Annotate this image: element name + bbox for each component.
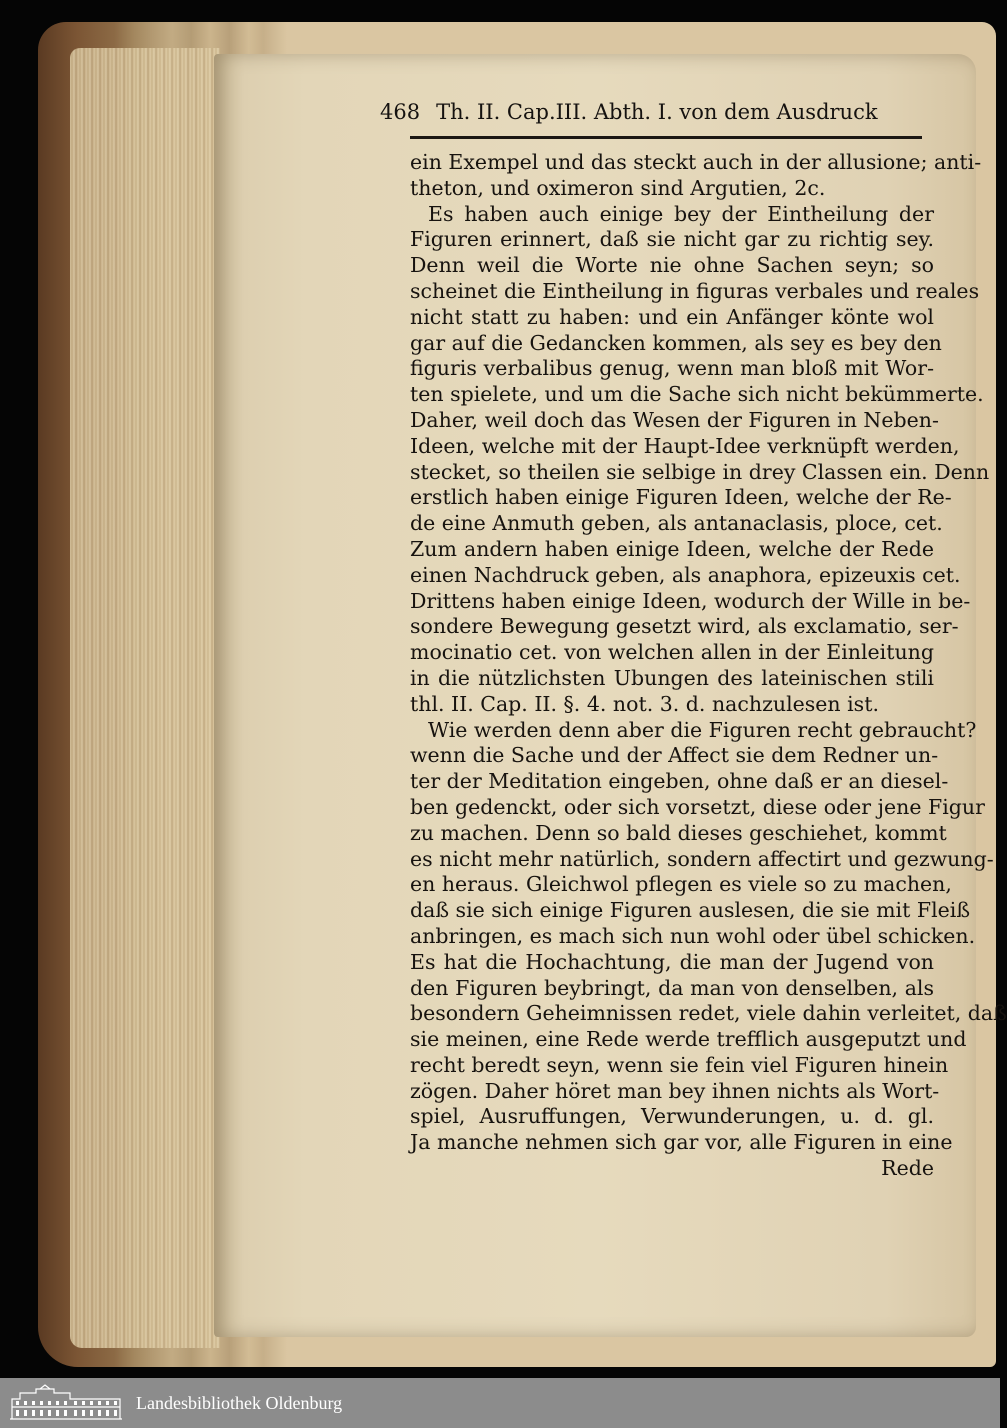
text-line: in die nützlichsten Ubungen des lateinischen stili [410, 665, 934, 690]
text-line: spiel, Ausruffungen, Verwunderungen, u. d. gl. [410, 1104, 934, 1129]
text-line: ben gedenckt, oder sich vorsetzt, diese oder jene Figur [410, 794, 985, 819]
library-building-icon [10, 1385, 122, 1421]
text-line: den Figuren beybringt, da man von denselben, als [410, 975, 934, 1000]
text-line: es nicht mehr natürlich, sondern affectirt und gezwung- [410, 846, 994, 871]
text-line: sie meinen, eine Rede werde trefflich ausgeputzt und [410, 1027, 967, 1052]
header-rule [410, 136, 922, 139]
text-line: Ja manche nehmen sich gar vor, alle Figuren in eine [410, 1130, 953, 1155]
text-line: Es hat die Hochachtung, die man der Jugend von [410, 949, 934, 974]
text-line: Zum andern haben einige Ideen, welche der Rede [410, 536, 934, 561]
text-line: ter der Meditation eingeben, ohne daß er an diesel- [410, 769, 949, 794]
text-line: Wie werden denn aber die Figuren recht gebraucht? [428, 717, 977, 742]
running-title: Th. II. Cap.III. Abth. I. von dem Ausdruck [436, 100, 878, 124]
text-line: Daher, weil doch das Wesen der Figuren in Neben- [410, 407, 939, 432]
text-line: einen Nachdruck geben, als anaphora, epizeuxis cet. [410, 562, 961, 587]
text-line: nicht statt zu haben: und ein Anfänger könte wol [410, 304, 934, 329]
text-line: Es haben auch einige bey der Eintheilung der [428, 201, 934, 226]
page-edges [70, 48, 220, 1348]
text-line: thl. II. Cap. II. §. 4. not. 3. d. nachzulesen ist. [410, 691, 879, 716]
text-line: Drittens haben einige Ideen, wodurch der Wille in be- [410, 588, 971, 613]
text-line: wenn die Sache und der Affect sie dem Redner un- [410, 743, 939, 768]
footer-bar [0, 1378, 1000, 1428]
text-line: stecket, so theilen sie selbige in drey Classen ein. Denn [410, 459, 990, 484]
text-line: Denn weil die Worte nie ohne Sachen seyn; so [410, 253, 934, 278]
text-line: en heraus. Gleichwol pflegen es viele so zu machen, [410, 872, 952, 897]
text-line: de eine Anmuth geben, als antanaclasis, ploce, cet. [410, 511, 943, 536]
text-line: figuris verbalibus genug, wenn man bloß mit Wor- [410, 356, 934, 381]
text-line: recht beredt seyn, wenn sie fein viel Figuren hinein [410, 1052, 949, 1077]
text-line: anbringen, es mach sich nun wohl oder übel schicken. [410, 923, 976, 948]
text-line: sondere Bewegung gesetzt wird, als exclamatio, ser- [410, 614, 959, 639]
text-line: zögen. Daher höret man bey ihnen nichts als Wort- [410, 1078, 940, 1103]
text-line: mocinatio cet. von welchen allen in der Einleitung [410, 640, 934, 665]
text-line: scheinet die Eintheilung in figuras verbales und reales [410, 278, 980, 303]
page-number: 468 [380, 100, 421, 124]
text-line: erstlich haben einige Figuren Ideen, welche der Re- [410, 485, 952, 510]
catchword: Rede [881, 1156, 934, 1181]
text-line: besondern Geheimnissen redet, viele dahin verleitet, daß [410, 1001, 1007, 1026]
text-line: Figuren erinnert, daß sie nicht gar zu richtig sey. [410, 227, 934, 252]
text-line: theton, und oximeron sind Argutien, 2c. [410, 175, 826, 200]
text-line: Ideen, welche mit der Haupt-Idee verknüpft werden, [410, 433, 960, 458]
text-line: zu machen. Denn so bald dieses geschiehet, kommt [410, 820, 947, 845]
text-line: ein Exempel und das steckt auch in der allusione; anti- [410, 150, 982, 174]
body-text [410, 150, 1007, 1182]
text-line: ten spielete, und um die Sache sich nicht bekümmerte. [410, 382, 984, 407]
running-header [380, 100, 920, 138]
text-line: gar auf die Gedancken kommen, als sey es bey den [410, 330, 942, 355]
library-name: Landesbibliothek Oldenburg [136, 1392, 343, 1413]
text-line: daß sie sich einige Figuren auslesen, die sie mit Fleiß [410, 898, 971, 923]
